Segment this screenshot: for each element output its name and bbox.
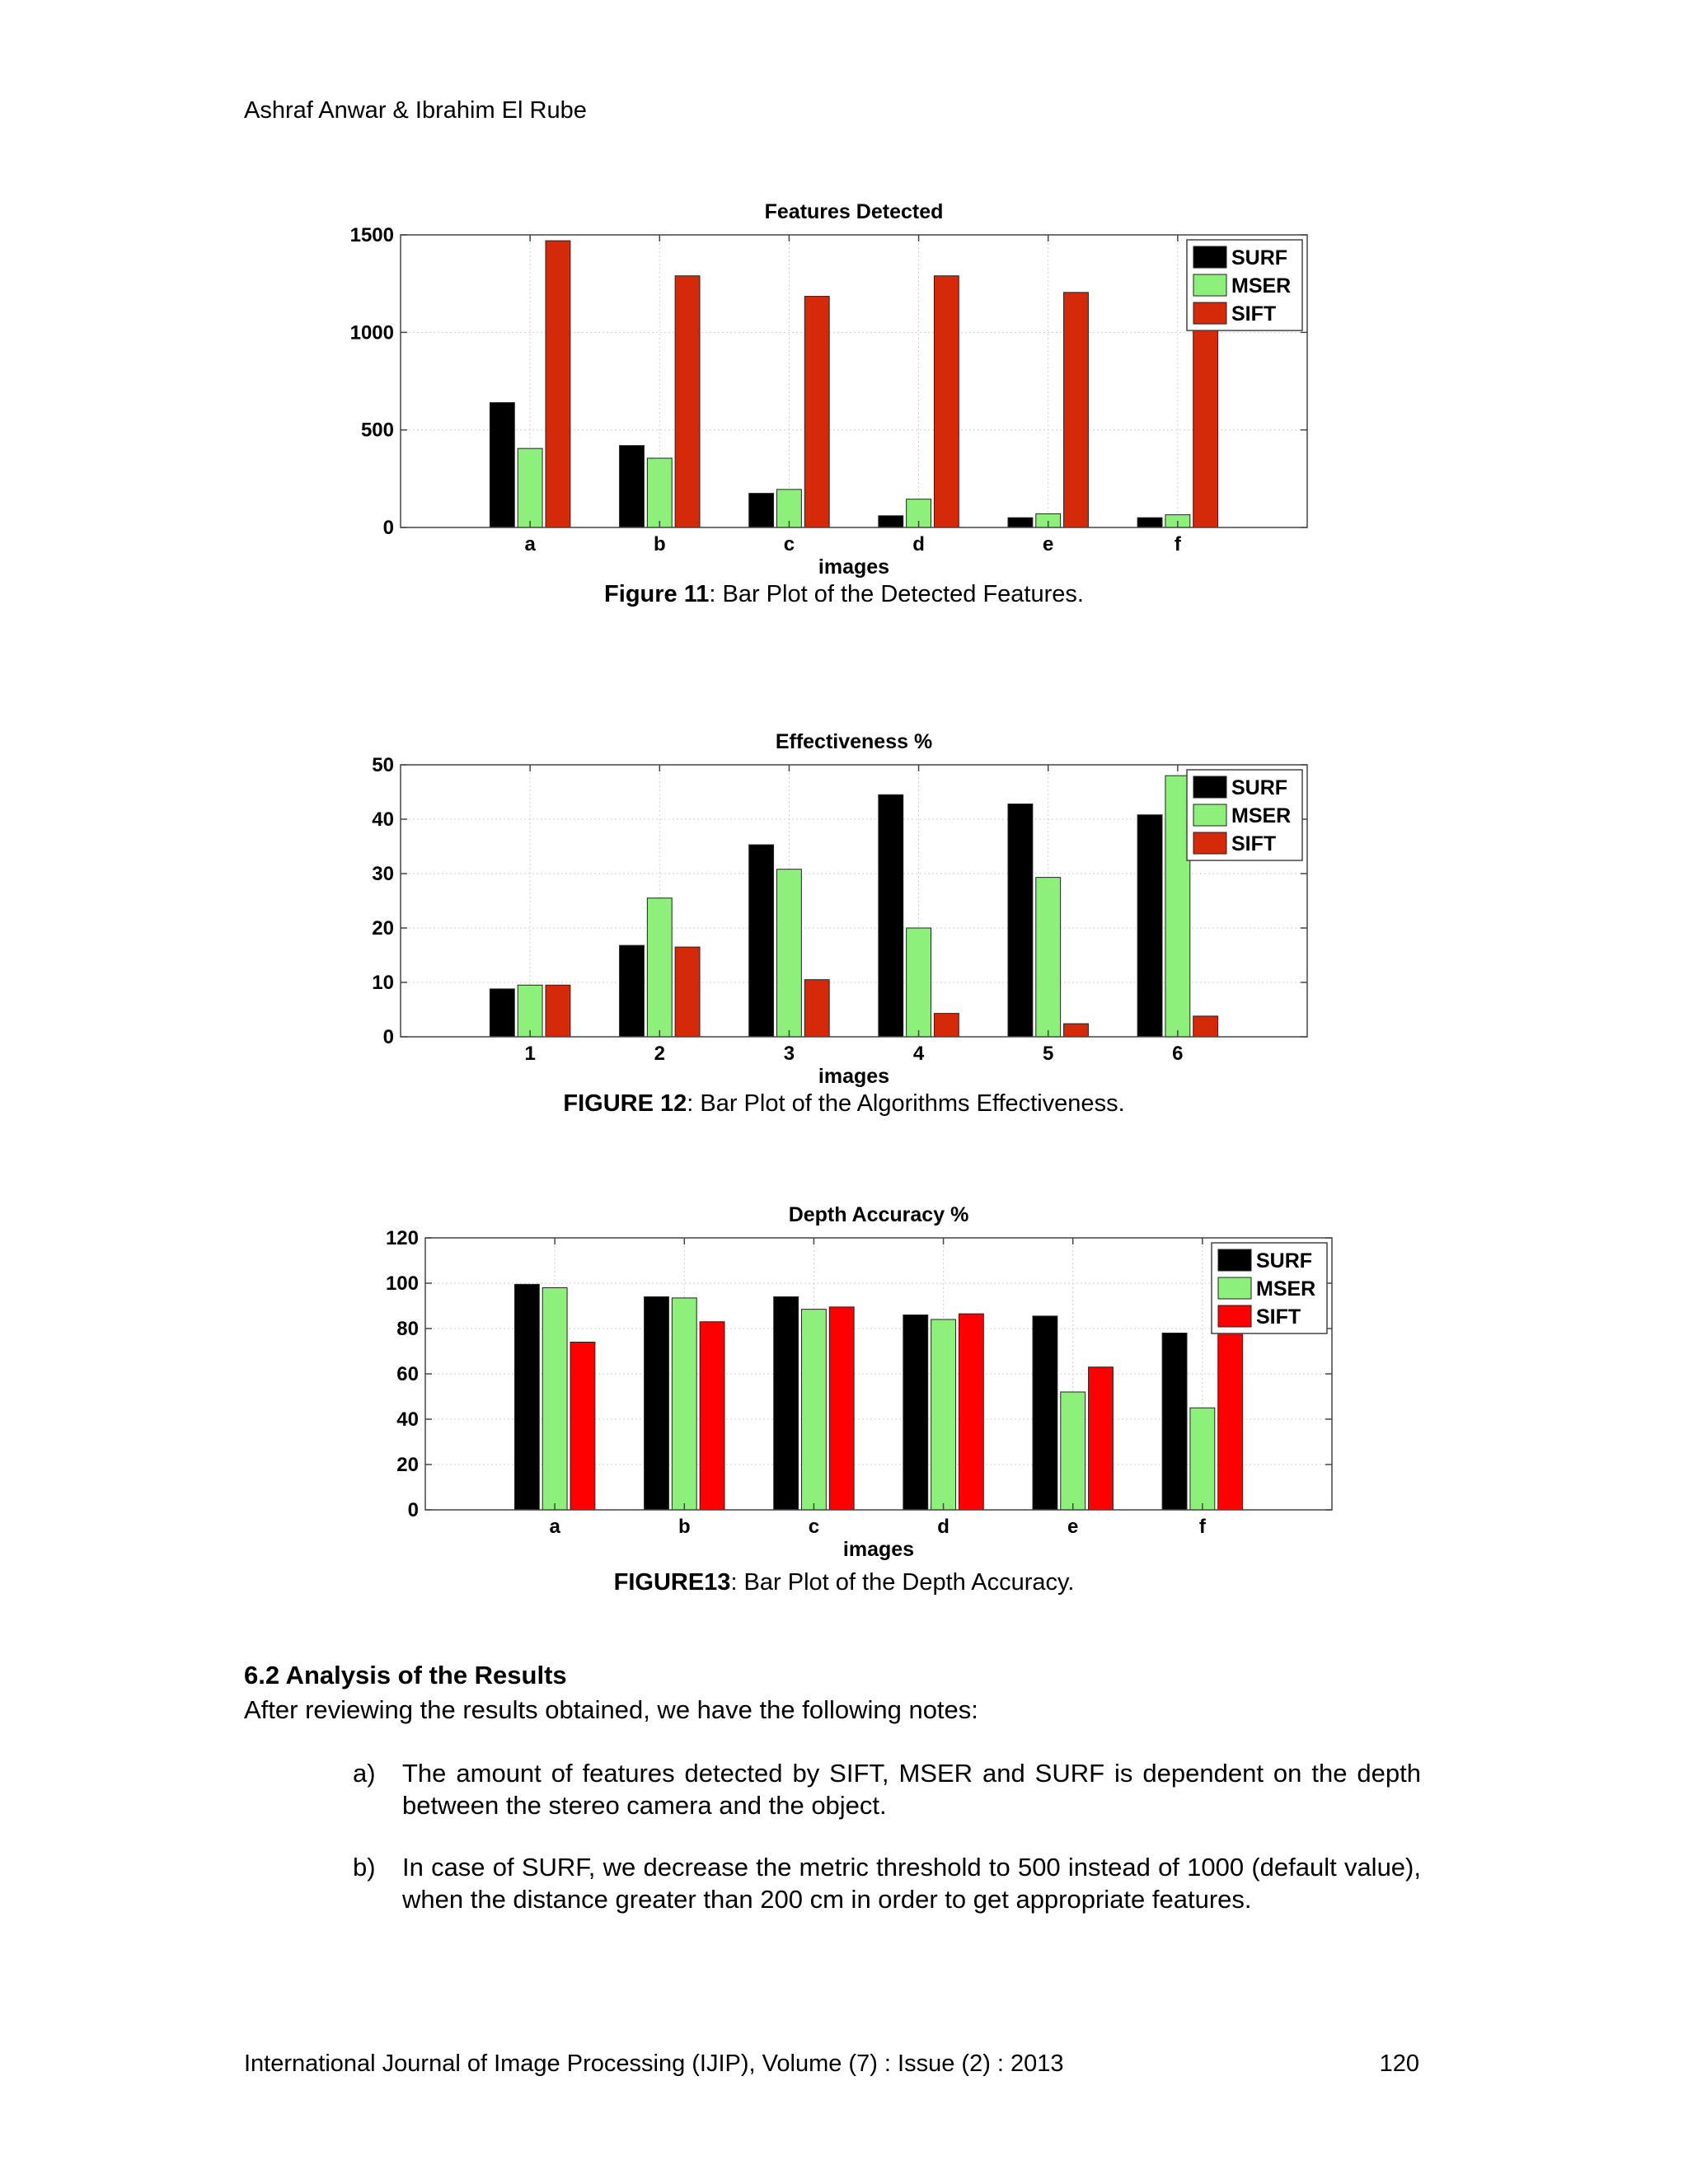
legend-swatch [1193,246,1226,268]
figure-11-label: Figure 11 [604,581,710,607]
chart-depth-accuracy [363,1203,1352,1582]
bar-surf [514,1284,539,1510]
y-tick-label: 80 [396,1318,419,1340]
legend-label: SIFT [1256,1305,1301,1329]
legend-label: SURF [1256,1249,1313,1272]
bar-sift [1089,1367,1114,1510]
x-tick-label: d [912,533,925,555]
list-marker: a) [353,1759,376,1788]
bar-mser [777,869,802,1037]
figure-13-label: FIGURE13 [613,1569,731,1596]
bar-sift [804,980,829,1037]
bar-sift [1064,293,1089,527]
legend-label: SIFT [1231,302,1277,326]
y-tick-label: 0 [382,517,394,539]
bar-mser [931,1319,956,1510]
legend-label: MSER [1231,274,1292,298]
list-item [353,1757,1421,1821]
figure-11-caption [0,581,1688,608]
y-tick-label: 10 [372,972,394,994]
bar-sift [1064,1024,1089,1037]
bar-surf [1137,518,1162,527]
chart-title: Effectiveness % [775,730,933,753]
footer-journal: International Journal of Image Processing (IJIP), Volume (7) : Issue (2) : 2013 [244,2050,1064,2077]
legend-label: MSER [1231,804,1292,827]
bar-surf [490,989,514,1037]
bar-sift [675,947,700,1037]
bar-surf [1162,1333,1187,1511]
bar-sift [1218,1331,1243,1510]
x-tick-label: e [1067,1516,1079,1538]
bar-surf [620,446,645,527]
x-tick-label: 2 [654,1043,665,1065]
chart-effectiveness [338,724,1327,1103]
legend-label: MSER [1256,1277,1316,1301]
x-tick-label: 4 [912,1043,925,1065]
bar-mser [518,448,542,527]
legend-label: SURF [1231,776,1288,799]
figure-12-text: : Bar Plot of the Algorithms Effectiveness. [687,1090,1125,1117]
legend-swatch [1218,1305,1251,1327]
x-tick-label: 1 [524,1043,536,1065]
figure-12-label: FIGURE 12 [563,1090,687,1117]
legend-swatch [1193,274,1226,296]
bar-mser [1061,1392,1085,1510]
y-tick-label: 20 [396,1454,419,1476]
bar-sift [570,1343,595,1511]
legend-swatch [1193,832,1226,854]
legend-swatch [1218,1249,1251,1271]
bar-mser [907,928,931,1037]
x-tick-label: c [783,533,795,555]
x-tick-label: f [1198,1516,1206,1538]
bar-surf [1137,815,1162,1037]
x-axis-label: images [818,1065,890,1088]
bar-sift [1193,1016,1218,1037]
bar-sift [804,297,829,527]
bar-sift [934,1014,959,1037]
running-header: Ashraf Anwar & Ibrahim El Rube [244,97,587,124]
x-tick-label: b [653,533,666,555]
bar-surf [1008,518,1033,527]
x-tick-label: c [808,1516,820,1538]
bar-mser [1190,1408,1215,1510]
x-tick-label: 5 [1043,1043,1054,1065]
bar-mser [672,1298,696,1510]
bar-surf [774,1297,799,1511]
y-tick-label: 120 [385,1227,419,1249]
bar-sift [1193,330,1218,527]
bar-sift [675,276,700,527]
legend-label: SURF [1231,246,1288,269]
chart-title: Features Detected [764,200,944,223]
legend-swatch [1193,302,1226,324]
bar-surf [490,403,514,527]
legend-swatch [1218,1277,1251,1299]
x-tick-label: 3 [783,1043,795,1065]
bar-surf [879,794,903,1037]
bar-mser [518,985,542,1037]
list-item [353,1851,1421,1915]
bar-sift [934,276,959,527]
bar-mser [542,1288,567,1511]
bar-surf [1033,1316,1057,1510]
bar-surf [749,494,774,527]
y-tick-label: 40 [372,808,394,831]
page-number: 120 [1379,2050,1419,2077]
y-tick-label: 50 [372,754,394,776]
x-tick-label: e [1043,533,1054,555]
list-marker: b) [353,1853,376,1882]
x-tick-label: a [549,1516,560,1538]
x-tick-label: a [524,533,536,555]
list-text: In case of SURF, we decrease the metric threshold to 500 instead of 1000 (default value), when the distance greater than 200 cm in order to get appropriate features. [402,1853,1421,1914]
figure-12-caption [0,1090,1688,1118]
bar-surf [879,516,903,527]
figure-13-text: : Bar Plot of the Depth Accuracy. [730,1569,1075,1596]
y-tick-label: 20 [372,917,394,940]
bar-mser [1036,878,1061,1037]
y-tick-label: 100 [385,1272,419,1295]
x-tick-label: 6 [1172,1043,1184,1065]
bar-sift [829,1307,854,1510]
bar-surf [645,1297,669,1511]
figure-13-caption [0,1569,1688,1596]
bar-sift [700,1322,724,1510]
y-tick-label: 500 [360,419,394,442]
x-axis-label: images [842,1538,915,1561]
bar-sift [959,1314,983,1510]
section-title: 6.2 Analysis of the Results [244,1661,567,1690]
bar-mser [647,898,672,1037]
bar-mser [802,1310,827,1510]
bar-sift [546,985,570,1037]
bar-surf [620,945,645,1037]
x-tick-label: b [678,1516,691,1538]
bar-surf [903,1315,928,1511]
y-tick-label: 60 [396,1363,419,1385]
y-tick-label: 1500 [349,224,394,246]
list-text: The amount of features detected by SIFT, MSER and SURF is dependent on the depth between the stereo camera and the object. [402,1759,1421,1820]
legend-swatch [1193,804,1226,826]
y-tick-label: 1000 [349,321,394,344]
legend-swatch [1193,776,1226,798]
x-tick-label: f [1174,533,1181,555]
chart-title: Depth Accuracy % [788,1203,969,1226]
y-tick-label: 0 [382,1026,394,1048]
bar-sift [546,241,570,527]
x-tick-label: d [937,1516,950,1538]
y-tick-label: 40 [396,1408,419,1431]
y-tick-label: 0 [407,1499,419,1521]
legend-label: SIFT [1231,832,1277,855]
section-intro: After reviewing the results obtained, we have the following notes: [244,1695,978,1724]
bar-surf [749,845,774,1037]
x-axis-label: images [818,555,890,579]
chart-features-detected [338,190,1327,585]
bar-surf [1008,804,1033,1037]
bar-mser [647,458,672,527]
figure-11-text: : Bar Plot of the Detected Features. [709,581,1084,607]
y-tick-label: 30 [372,863,394,885]
